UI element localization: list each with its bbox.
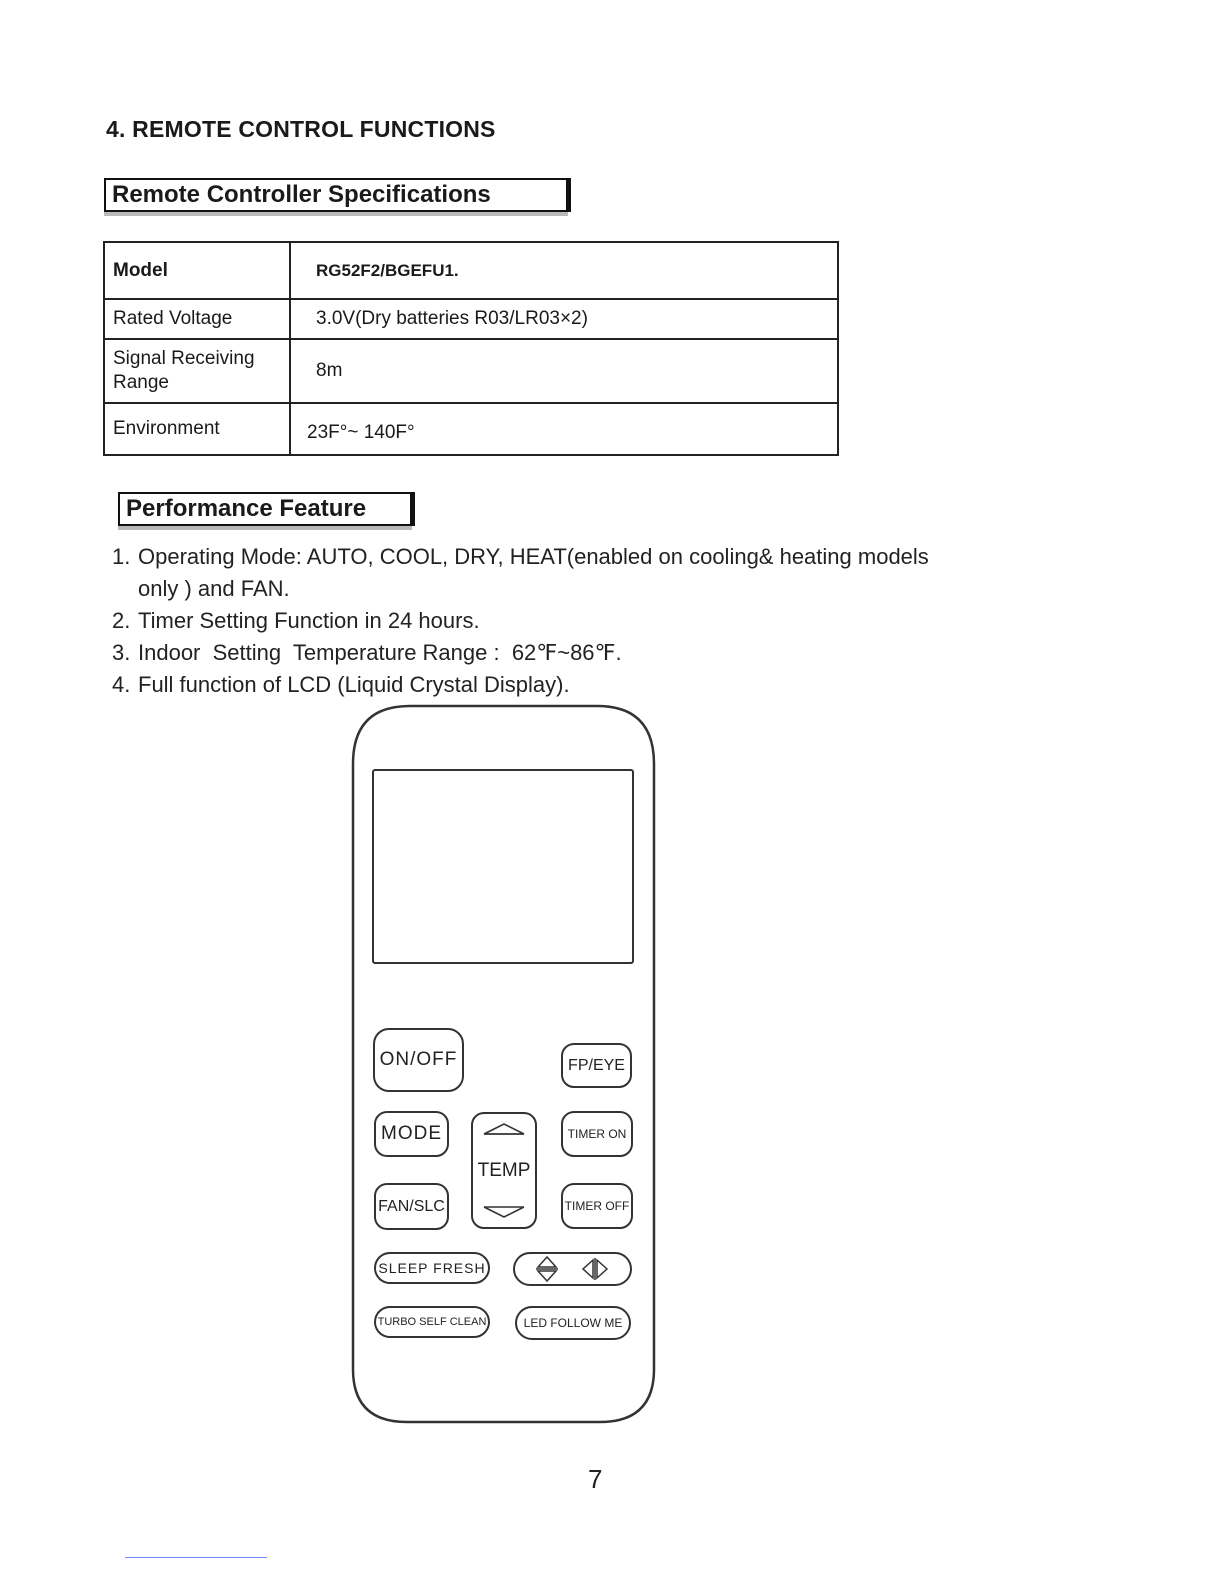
list-item-text: Full function of LCD (Liquid Crystal Display). (138, 672, 570, 697)
spec-value: 8m (290, 339, 838, 403)
list-item (112, 541, 958, 605)
turbo-self-clean-button[interactable]: TURBO SELF CLEAN (374, 1306, 490, 1338)
specifications-label: Remote Controller Specifications (104, 178, 568, 212)
temp-label: TEMP (477, 1159, 531, 1181)
table-row (104, 339, 838, 403)
list-item-number: 4. (112, 672, 131, 697)
on-off-button[interactable]: ON/OFF (373, 1028, 464, 1092)
spec-key: Model (104, 242, 290, 299)
list-item-number: 1. (112, 544, 131, 569)
sleep-fresh-button[interactable]: SLEEP FRESH (374, 1252, 490, 1284)
page-number: 7 (588, 1464, 603, 1494)
timer-on-button[interactable]: TIMER ON (561, 1111, 633, 1157)
list-item-text: Timer Setting Function in 24 hours. (138, 608, 480, 633)
list-item-text: Operating Mode: AUTO, COOL, DRY, HEAT(enabled on cooling& heating models only ) and FAN. (138, 544, 929, 601)
spec-key: Signal Receiving Range (104, 339, 290, 403)
spec-value: 3.0V(Dry batteries R03/LR03×2) (290, 299, 838, 339)
list-item-number: 2. (112, 608, 131, 633)
spec-key: Rated Voltage (104, 299, 290, 339)
horizontal-swing-icon (579, 1257, 611, 1281)
fan-slc-button[interactable]: FAN/SLC (374, 1183, 449, 1230)
table-row (104, 242, 838, 299)
spec-key: Environment (104, 403, 290, 455)
list-item (112, 669, 958, 701)
footer-rule (125, 1557, 267, 1558)
lcd-screen (372, 769, 634, 964)
list-item (112, 605, 958, 637)
remote-controller-illustration (350, 704, 657, 1426)
list-item-text: Indoor Setting Temperature Range : 62℉~86℉. (138, 640, 622, 665)
vertical-swing-icon (534, 1254, 560, 1284)
swing-button[interactable] (513, 1252, 632, 1286)
table-row (104, 299, 838, 339)
temp-down-icon[interactable] (482, 1205, 526, 1219)
list-item-number: 3. (112, 640, 131, 665)
fp-eye-button[interactable]: FP/EYE (561, 1043, 632, 1088)
specifications-table (103, 241, 839, 456)
spec-value: 23F°~ 140F° (290, 403, 838, 455)
mode-button[interactable]: MODE (374, 1111, 449, 1157)
timer-off-button[interactable]: TIMER OFF (561, 1183, 633, 1229)
spec-value: RG52F2/BGEFU1. (290, 242, 838, 299)
table-row (104, 403, 838, 455)
temp-up-icon[interactable] (482, 1122, 526, 1136)
list-item (112, 637, 958, 669)
led-follow-me-button[interactable]: LED FOLLOW ME (515, 1306, 631, 1340)
temp-button[interactable] (471, 1112, 537, 1229)
performance-label: Performance Feature (118, 492, 412, 526)
feature-list (112, 541, 958, 701)
section-heading: 4. REMOTE CONTROL FUNCTIONS (106, 116, 496, 142)
